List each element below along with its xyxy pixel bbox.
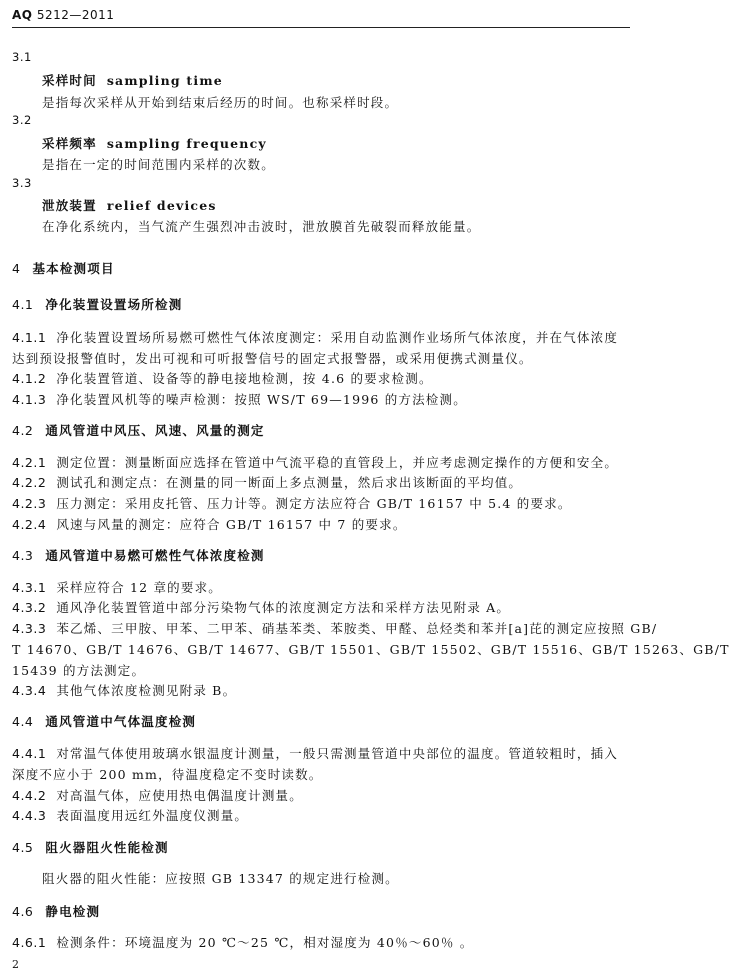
clause-number: 4.2.3 xyxy=(12,496,47,511)
clause-text: 表面温度用远红外温度仪测量。 xyxy=(56,808,249,823)
clause-text: 苯乙烯、三甲胺、甲苯、二甲苯、硝基苯类、苯胺类、甲醛、总烃类和苯并[a]芘的测定应按照 GB/ xyxy=(56,621,658,636)
clause xyxy=(12,578,628,596)
section-title: 静电检测 xyxy=(45,904,101,919)
page-number: 2 xyxy=(12,958,21,971)
section-number: 4.2 xyxy=(12,423,34,438)
clause xyxy=(12,933,628,951)
clause-text: 测试孔和测定点：在测量的同一断面上多点测量，然后求出该断面的平均值。 xyxy=(56,475,523,490)
clause-text: 对高温气体，应使用热电偶温度计测量。 xyxy=(56,788,303,803)
term-definition: 是指在一定的时间范围内采样的次数。 xyxy=(42,157,275,172)
clause-text: 检测条件：环境温度为 20 ℃～25 ℃，相对湿度为 40％～60％ 。 xyxy=(56,935,474,950)
clause-number: 4.2.1 xyxy=(12,455,47,470)
clause xyxy=(12,453,628,471)
clause-number: 4.1.2 xyxy=(12,371,47,386)
term-definition: 在净化系统内，当气流产生强烈冲击波时，泄放膜首先破裂而释放能量。 xyxy=(42,219,481,234)
section-title: 通风管道中气体温度检测 xyxy=(45,714,197,729)
clause-text: 采样应符合 12 章的要求。 xyxy=(56,580,222,595)
section-title: 通风管道中风压、风速、风量的测定 xyxy=(45,423,265,438)
clause-text: 测定位置：测量断面应选择在管道中气流平稳的直管段上，并应考虑测定操作的方便和安全。 xyxy=(56,455,619,470)
clause-text: 压力测定：采用皮托管、压力计等。测定方法应符合 GB/T 16157 中 5.4 的要求。 xyxy=(56,496,572,511)
clause-number: 4.3.2 xyxy=(12,600,47,615)
term-english: sampling frequency xyxy=(106,136,267,151)
term-number: 3.2 xyxy=(12,113,32,127)
section-heading xyxy=(12,421,265,439)
clause xyxy=(12,369,628,387)
section-number: 4.6 xyxy=(12,904,34,919)
term-definition: 是指每次采样从开始到结束后经历的时间。也称采样时段。 xyxy=(42,95,399,110)
term-chinese: 泄放装置 xyxy=(42,198,97,213)
term-heading xyxy=(42,196,217,214)
section-heading xyxy=(12,712,196,730)
clause xyxy=(12,494,628,512)
section-number: 4.3 xyxy=(12,548,34,563)
clause-continuation: 深度不应小于 200 mm，待温度稳定不变时读数。 xyxy=(12,767,323,782)
term-heading xyxy=(42,134,267,152)
header-rule xyxy=(12,27,630,28)
clause-text: 风速与风量的测定：应符合 GB/T 16157 中 7 的要求。 xyxy=(56,517,407,532)
clause-text: 通风净化装置管道中部分污染物气体的浓度测定方法和采样方法见附录 A。 xyxy=(56,600,511,615)
page-header xyxy=(12,8,114,22)
clause xyxy=(12,786,628,804)
clause-continuation: T 14670、GB/T 14676、GB/T 14677、GB/T 15501、GB/T 15502、GB/T 15516、GB/T 15263、GB/T xyxy=(12,642,730,657)
term-english: relief devices xyxy=(106,198,217,213)
clause xyxy=(12,744,628,762)
term-english: sampling time xyxy=(106,73,223,88)
section-title: 通风管道中易燃可燃性气体浓度检测 xyxy=(45,548,265,563)
section-title: 净化装置设置场所检测 xyxy=(45,297,183,312)
section-number: 4.5 xyxy=(12,840,34,855)
clause xyxy=(12,598,628,616)
clause-continuation: 15439 的方法测定。 xyxy=(12,663,146,678)
section-number: 4 xyxy=(12,261,21,276)
clause-continuation: 达到预设报警值时，发出可视和可听报警信号的固定式报警器，或采用便携式测量仪。 xyxy=(12,351,533,366)
clause-number: 4.1.1 xyxy=(12,330,47,345)
clause-number: 4.4.2 xyxy=(12,788,47,803)
section-title: 阻火器阻火性能检测 xyxy=(45,840,169,855)
section-heading xyxy=(12,259,115,277)
clause-number: 4.4.1 xyxy=(12,746,47,761)
section-title: 基本检测项目 xyxy=(32,261,115,276)
clause-number: 4.2.2 xyxy=(12,475,47,490)
clause xyxy=(12,390,628,408)
clause xyxy=(12,328,628,346)
standard-code: AQ xyxy=(12,8,33,22)
clause xyxy=(12,806,628,824)
clause-text: 阻火器的阻火性能：应按照 GB 13347 的规定进行检测。 xyxy=(42,871,399,886)
section-heading xyxy=(12,902,100,920)
section-heading xyxy=(12,546,265,564)
clause-text: 对常温气体使用玻璃水银温度计测量，一般只需测量管道中央部位的温度。管道较粗时，插入 xyxy=(56,746,619,761)
clause-number: 4.3.4 xyxy=(12,683,47,698)
term-heading xyxy=(42,71,223,89)
section-number: 4.1 xyxy=(12,297,34,312)
term-chinese: 采样频率 xyxy=(42,136,97,151)
clause-number: 4.4.3 xyxy=(12,808,47,823)
standard-number: 5212—2011 xyxy=(36,8,115,22)
term-number: 3.3 xyxy=(12,176,32,190)
clause xyxy=(12,473,628,491)
clause-text: 净化装置设置场所易燃可燃性气体浓度测定：采用自动监测作业场所气体浓度，并在气体浓度 xyxy=(56,330,619,345)
clause xyxy=(12,619,658,637)
clause-number: 4.1.3 xyxy=(12,392,47,407)
clause xyxy=(12,681,628,699)
term-chinese: 采样时间 xyxy=(42,73,97,88)
clause-number: 4.3.3 xyxy=(12,621,47,636)
section-heading xyxy=(12,295,182,313)
section-number: 4.4 xyxy=(12,714,34,729)
clause-number: 4.6.1 xyxy=(12,935,47,950)
section-heading xyxy=(12,838,169,856)
clause-text: 净化装置管道、设备等的静电接地检测，按 4.6 的要求检测。 xyxy=(56,371,433,386)
clause-text: 净化装置风机等的噪声检测：按照 WS/T 69—1996 的方法检测。 xyxy=(56,392,467,407)
clause-number: 4.3.1 xyxy=(12,580,47,595)
clause xyxy=(12,515,628,533)
clause-number: 4.2.4 xyxy=(12,517,47,532)
term-number: 3.1 xyxy=(12,50,32,64)
clause-text: 其他气体浓度检测见附录 B。 xyxy=(56,683,237,698)
